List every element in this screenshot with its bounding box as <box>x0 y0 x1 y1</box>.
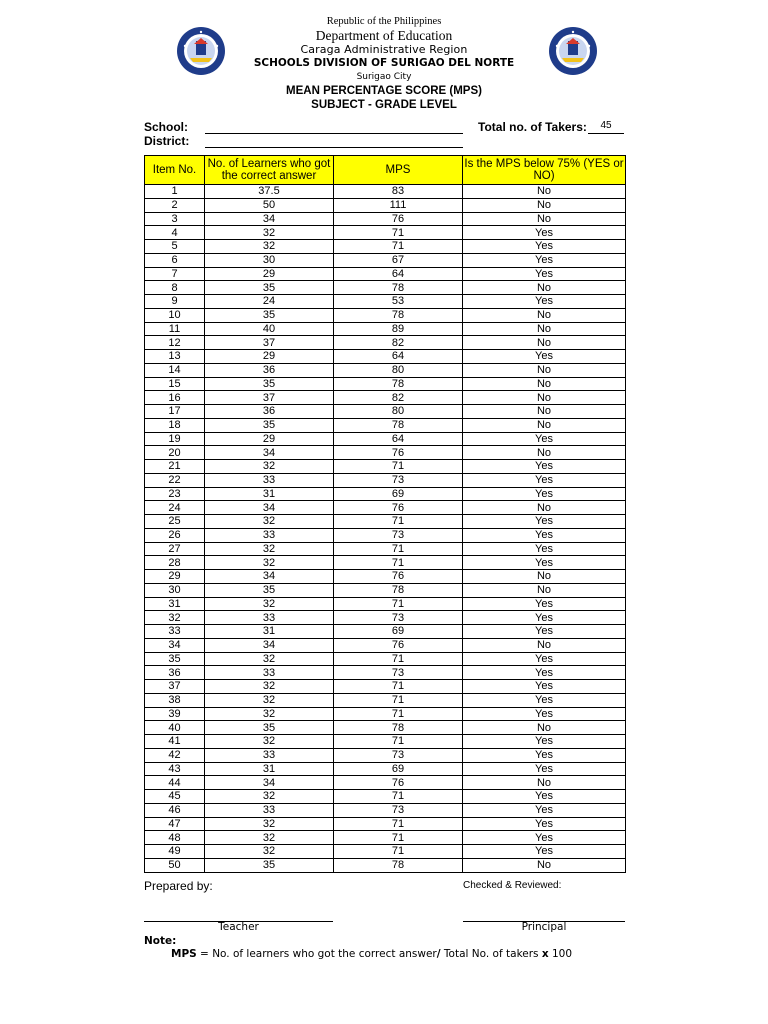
learners-correct-cell: 34 <box>205 501 334 515</box>
below-75-cell: Yes <box>463 487 626 501</box>
table-row <box>145 418 626 432</box>
learners-correct-cell: 32 <box>205 817 334 831</box>
item-no-cell: 11 <box>145 322 205 336</box>
item-no-cell: 25 <box>145 515 205 529</box>
item-no-cell: 37 <box>145 680 205 694</box>
mps-cell: 71 <box>334 790 463 804</box>
item-no-cell: 44 <box>145 776 205 790</box>
below-75-cell: Yes <box>463 666 626 680</box>
below-75-cell: Yes <box>463 735 626 749</box>
item-no-cell: 9 <box>145 295 205 309</box>
mps-cell: 71 <box>334 460 463 474</box>
mps-cell: 69 <box>334 762 463 776</box>
item-no-cell: 45 <box>145 790 205 804</box>
item-no-cell: 35 <box>145 652 205 666</box>
learners-correct-cell: 36 <box>205 363 334 377</box>
note-text-3: 100 <box>548 948 573 960</box>
table-row <box>145 350 626 364</box>
item-no-cell: 41 <box>145 735 205 749</box>
learners-correct-cell: 35 <box>205 858 334 872</box>
item-no-cell: 39 <box>145 707 205 721</box>
learners-correct-cell: 37 <box>205 336 334 350</box>
below-75-cell: Yes <box>463 226 626 240</box>
item-no-cell: 14 <box>145 363 205 377</box>
item-no-cell: 16 <box>145 391 205 405</box>
table-row <box>145 776 626 790</box>
mps-cell: 80 <box>334 405 463 419</box>
district-label: District: <box>144 134 190 148</box>
below-75-cell: Yes <box>463 542 626 556</box>
below-75-cell: No <box>463 308 626 322</box>
item-no-cell: 6 <box>145 253 205 267</box>
mps-cell: 64 <box>334 267 463 281</box>
below-75-cell: No <box>463 322 626 336</box>
below-75-cell: Yes <box>463 240 626 254</box>
table-row <box>145 528 626 542</box>
below-75-cell: No <box>463 446 626 460</box>
checked-reviewed-label: Checked & Reviewed: <box>463 880 562 891</box>
item-no-cell: 36 <box>145 666 205 680</box>
item-no-cell: 19 <box>145 432 205 446</box>
learners-correct-cell: 32 <box>205 680 334 694</box>
learners-correct-cell: 32 <box>205 226 334 240</box>
below-75-cell: Yes <box>463 267 626 281</box>
total-takers-line[interactable] <box>588 133 624 134</box>
item-no-cell: 10 <box>145 308 205 322</box>
mps-cell: 78 <box>334 721 463 735</box>
table-row <box>145 322 626 336</box>
column-header-mps: MPS <box>334 156 463 185</box>
total-takers-value: 45 <box>600 120 612 131</box>
item-no-cell: 23 <box>145 487 205 501</box>
item-no-cell: 18 <box>145 418 205 432</box>
below-75-cell: Yes <box>463 845 626 859</box>
table-row <box>145 817 626 831</box>
mps-cell: 73 <box>334 528 463 542</box>
mps-cell: 78 <box>334 377 463 391</box>
below-75-cell: Yes <box>463 253 626 267</box>
learners-correct-cell: 35 <box>205 418 334 432</box>
below-75-cell: Yes <box>463 817 626 831</box>
table-body <box>145 185 626 873</box>
mps-cell: 71 <box>334 693 463 707</box>
item-no-cell: 40 <box>145 721 205 735</box>
mps-cell: 82 <box>334 336 463 350</box>
table-row <box>145 693 626 707</box>
learners-correct-cell: 35 <box>205 281 334 295</box>
table-row <box>145 460 626 474</box>
learners-correct-cell: 32 <box>205 707 334 721</box>
table-row <box>145 680 626 694</box>
table-row <box>145 377 626 391</box>
learners-correct-cell: 36 <box>205 405 334 419</box>
column-header-below-75 <box>463 156 626 185</box>
below-75-cell: Yes <box>463 790 626 804</box>
table-row <box>145 652 626 666</box>
column-header-learners-correct <box>205 156 334 185</box>
item-no-cell: 15 <box>145 377 205 391</box>
learners-correct-cell: 30 <box>205 253 334 267</box>
table-row <box>145 253 626 267</box>
mps-cell: 71 <box>334 515 463 529</box>
note-text-1: = No. of learners who got the correct answer <box>196 948 437 960</box>
item-no-cell: 27 <box>145 542 205 556</box>
mps-cell: 73 <box>334 473 463 487</box>
item-no-cell: 31 <box>145 597 205 611</box>
mps-cell: 64 <box>334 432 463 446</box>
below-75-cell: No <box>463 391 626 405</box>
item-no-cell: 32 <box>145 611 205 625</box>
table-row <box>145 762 626 776</box>
learners-correct-cell: 37 <box>205 391 334 405</box>
mps-cell: 71 <box>334 735 463 749</box>
learners-correct-cell: 33 <box>205 748 334 762</box>
note-mps: MPS <box>171 948 197 960</box>
learners-correct-cell: 32 <box>205 542 334 556</box>
learners-correct-cell: 32 <box>205 735 334 749</box>
learners-correct-cell: 37.5 <box>205 185 334 199</box>
table-row <box>145 267 626 281</box>
table-row <box>145 185 626 199</box>
mps-cell: 76 <box>334 570 463 584</box>
note-label: Note: <box>144 935 177 947</box>
item-no-cell: 17 <box>145 405 205 419</box>
region-heading: Caraga Administrative Region <box>300 43 468 56</box>
table-row <box>145 363 626 377</box>
learners-correct-cell: 50 <box>205 198 334 212</box>
department-heading: Department of Education <box>315 28 453 43</box>
learners-correct-cell: 34 <box>205 638 334 652</box>
learners-correct-cell: 32 <box>205 515 334 529</box>
table-row <box>145 281 626 295</box>
learners-correct-cell: 35 <box>205 377 334 391</box>
item-no-cell: 47 <box>145 817 205 831</box>
learners-correct-cell: 34 <box>205 776 334 790</box>
mps-cell: 71 <box>334 817 463 831</box>
item-no-cell: 38 <box>145 693 205 707</box>
learners-correct-cell: 24 <box>205 295 334 309</box>
below-75-cell: Yes <box>463 693 626 707</box>
table-row <box>145 212 626 226</box>
learners-correct-cell: 31 <box>205 487 334 501</box>
below-75-cell: Yes <box>463 680 626 694</box>
item-no-cell: 50 <box>145 858 205 872</box>
item-no-cell: 42 <box>145 748 205 762</box>
table-row <box>145 721 626 735</box>
mps-cell: 69 <box>334 487 463 501</box>
learners-correct-cell: 33 <box>205 611 334 625</box>
mps-cell: 71 <box>334 556 463 570</box>
table-row <box>145 405 626 419</box>
item-no-cell: 33 <box>145 625 205 639</box>
table-row <box>145 432 626 446</box>
teacher-label: Teacher <box>218 921 259 933</box>
mps-cell: 82 <box>334 391 463 405</box>
school-field-line[interactable] <box>205 133 463 134</box>
below-75-cell: No <box>463 363 626 377</box>
learners-correct-cell: 32 <box>205 556 334 570</box>
table-row <box>145 391 626 405</box>
page-title: MEAN PERCENTAGE SCORE (MPS) <box>286 85 482 97</box>
below-75-cell: Yes <box>463 762 626 776</box>
mps-cell: 71 <box>334 597 463 611</box>
item-no-cell: 30 <box>145 583 205 597</box>
principal-label: Principal <box>521 921 567 933</box>
below-75-cell: No <box>463 638 626 652</box>
table-row <box>145 240 626 254</box>
below-75-cell: Yes <box>463 831 626 845</box>
prepared-by-label: Prepared by: <box>144 879 213 893</box>
mps-cell: 71 <box>334 680 463 694</box>
mps-cell: 67 <box>334 253 463 267</box>
table-row <box>145 487 626 501</box>
below-75-cell: No <box>463 501 626 515</box>
learners-correct-cell: 32 <box>205 831 334 845</box>
city-heading: Surigao City <box>356 72 412 82</box>
learners-correct-cell: 34 <box>205 212 334 226</box>
below-75-cell: No <box>463 405 626 419</box>
below-75-cell: Yes <box>463 528 626 542</box>
below-75-cell: No <box>463 198 626 212</box>
division-heading: SCHOOLS DIVISION OF SURIGAO DEL NORTE <box>253 57 515 69</box>
item-no-cell: 26 <box>145 528 205 542</box>
item-no-cell: 21 <box>145 460 205 474</box>
learners-correct-cell: 35 <box>205 721 334 735</box>
mps-cell: 78 <box>334 858 463 872</box>
below-75-cell: Yes <box>463 515 626 529</box>
learners-correct-cell: 32 <box>205 845 334 859</box>
table-row <box>145 790 626 804</box>
below-75-cell: Yes <box>463 652 626 666</box>
mps-cell: 111 <box>334 198 463 212</box>
item-no-cell: 5 <box>145 240 205 254</box>
mps-table <box>144 155 626 873</box>
column-header-below-75-text: Is the MPS below 75% (YES or NO) <box>464 158 624 182</box>
item-no-cell: 20 <box>145 446 205 460</box>
below-75-cell: No <box>463 185 626 199</box>
mps-cell: 78 <box>334 308 463 322</box>
learners-correct-cell: 40 <box>205 322 334 336</box>
learners-correct-cell: 33 <box>205 473 334 487</box>
below-75-cell: No <box>463 336 626 350</box>
mps-cell: 73 <box>334 748 463 762</box>
table-row <box>145 226 626 240</box>
below-75-cell: No <box>463 583 626 597</box>
table-row <box>145 295 626 309</box>
mps-cell: 76 <box>334 212 463 226</box>
item-no-cell: 34 <box>145 638 205 652</box>
mps-cell: 89 <box>334 322 463 336</box>
learners-correct-cell: 34 <box>205 570 334 584</box>
column-header-learners-correct-text: No. of Learners who got the correct answer <box>207 158 331 182</box>
mps-cell: 71 <box>334 226 463 240</box>
item-no-cell: 22 <box>145 473 205 487</box>
learners-correct-cell: 35 <box>205 583 334 597</box>
learners-correct-cell: 29 <box>205 432 334 446</box>
item-no-cell: 8 <box>145 281 205 295</box>
below-75-cell: Yes <box>463 625 626 639</box>
below-75-cell: Yes <box>463 460 626 474</box>
mps-cell: 78 <box>334 281 463 295</box>
learners-correct-cell: 33 <box>205 803 334 817</box>
learners-correct-cell: 32 <box>205 652 334 666</box>
table-row <box>145 845 626 859</box>
below-75-cell: Yes <box>463 707 626 721</box>
below-75-cell: No <box>463 570 626 584</box>
mps-cell: 71 <box>334 542 463 556</box>
table-row <box>145 858 626 872</box>
below-75-cell: Yes <box>463 597 626 611</box>
item-no-cell: 2 <box>145 198 205 212</box>
item-no-cell: 28 <box>145 556 205 570</box>
below-75-cell: Yes <box>463 803 626 817</box>
below-75-cell: Yes <box>463 556 626 570</box>
table-row <box>145 666 626 680</box>
item-no-cell: 49 <box>145 845 205 859</box>
mps-cell: 71 <box>334 831 463 845</box>
subject-grade-level: SUBJECT - GRADE LEVEL <box>311 99 457 111</box>
below-75-cell: Yes <box>463 295 626 309</box>
table-row <box>145 638 626 652</box>
mps-cell: 73 <box>334 611 463 625</box>
item-no-cell: 29 <box>145 570 205 584</box>
table-row <box>145 515 626 529</box>
table-row <box>145 611 626 625</box>
below-75-cell: Yes <box>463 473 626 487</box>
learners-correct-cell: 32 <box>205 693 334 707</box>
below-75-cell: Yes <box>463 350 626 364</box>
item-no-cell: 48 <box>145 831 205 845</box>
learners-correct-cell: 33 <box>205 528 334 542</box>
item-no-cell: 1 <box>145 185 205 199</box>
table-row <box>145 446 626 460</box>
district-field-line[interactable] <box>205 147 463 148</box>
table-row <box>145 308 626 322</box>
table-row <box>145 625 626 639</box>
mps-cell: 78 <box>334 583 463 597</box>
learners-correct-cell: 29 <box>205 350 334 364</box>
learners-correct-cell: 32 <box>205 460 334 474</box>
total-takers-label: Total no. of Takers: <box>478 120 587 134</box>
mps-cell: 78 <box>334 418 463 432</box>
note-x: x <box>541 948 549 960</box>
item-no-cell: 46 <box>145 803 205 817</box>
learners-correct-cell: 34 <box>205 446 334 460</box>
school-label: School: <box>144 120 188 134</box>
mps-cell: 71 <box>334 707 463 721</box>
below-75-cell: No <box>463 721 626 735</box>
learners-correct-cell: 29 <box>205 267 334 281</box>
mps-cell: 69 <box>334 625 463 639</box>
learners-correct-cell: 32 <box>205 240 334 254</box>
table-row <box>145 831 626 845</box>
mps-cell: 83 <box>334 185 463 199</box>
table-row <box>145 803 626 817</box>
mps-cell: 76 <box>334 501 463 515</box>
learners-correct-cell: 31 <box>205 625 334 639</box>
learners-correct-cell: 35 <box>205 308 334 322</box>
table-row <box>145 570 626 584</box>
below-75-cell: Yes <box>463 432 626 446</box>
table-row <box>145 583 626 597</box>
below-75-cell: No <box>463 377 626 391</box>
note-formula <box>171 948 572 960</box>
learners-correct-cell: 33 <box>205 666 334 680</box>
table-row <box>145 198 626 212</box>
table-row <box>145 542 626 556</box>
learners-correct-cell: 32 <box>205 790 334 804</box>
item-no-cell: 3 <box>145 212 205 226</box>
below-75-cell: Yes <box>463 611 626 625</box>
mps-cell: 64 <box>334 350 463 364</box>
table-row <box>145 473 626 487</box>
below-75-cell: No <box>463 858 626 872</box>
column-header-item-no: Item No. <box>145 156 205 185</box>
item-no-cell: 43 <box>145 762 205 776</box>
table-row <box>145 748 626 762</box>
table-row <box>145 336 626 350</box>
below-75-cell: Yes <box>463 748 626 762</box>
table-row <box>145 501 626 515</box>
mps-cell: 71 <box>334 652 463 666</box>
mps-cell: 73 <box>334 666 463 680</box>
table-row <box>145 735 626 749</box>
below-75-cell: No <box>463 776 626 790</box>
item-no-cell: 12 <box>145 336 205 350</box>
mps-cell: 76 <box>334 638 463 652</box>
below-75-cell: No <box>463 212 626 226</box>
note-text-2: Total No. of takers <box>440 948 542 960</box>
table-header-row <box>145 156 626 185</box>
learners-correct-cell: 31 <box>205 762 334 776</box>
learners-correct-cell: 32 <box>205 597 334 611</box>
item-no-cell: 4 <box>145 226 205 240</box>
mps-cell: 73 <box>334 803 463 817</box>
mps-cell: 76 <box>334 446 463 460</box>
item-no-cell: 7 <box>145 267 205 281</box>
mps-cell: 80 <box>334 363 463 377</box>
table-row <box>145 556 626 570</box>
republic-heading: Republic of the Philippines <box>326 16 442 27</box>
mps-cell: 53 <box>334 295 463 309</box>
item-no-cell: 24 <box>145 501 205 515</box>
below-75-cell: No <box>463 418 626 432</box>
item-no-cell: 13 <box>145 350 205 364</box>
mps-cell: 71 <box>334 240 463 254</box>
table-row <box>145 707 626 721</box>
mps-cell: 71 <box>334 845 463 859</box>
below-75-cell: No <box>463 281 626 295</box>
table-row <box>145 597 626 611</box>
note-slash: / <box>436 948 441 960</box>
mps-cell: 76 <box>334 776 463 790</box>
